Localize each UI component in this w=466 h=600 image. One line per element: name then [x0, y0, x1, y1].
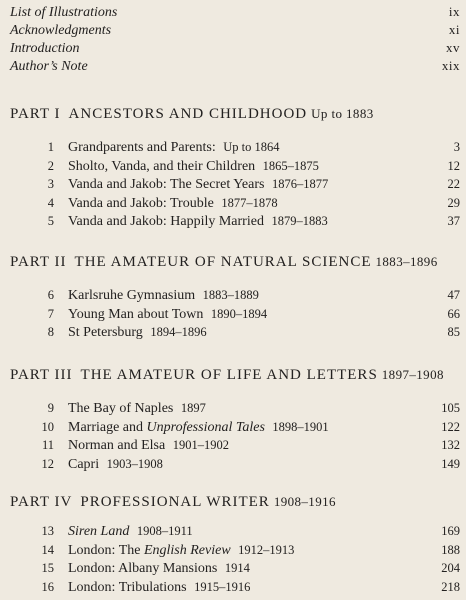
chapter-title-text: Capri	[68, 456, 103, 472]
chapter-title	[68, 561, 420, 577]
chapter-number: 4	[47, 195, 54, 210]
part-title: ANCESTORS AND CHILDHOOD	[68, 106, 308, 122]
chapter-dates: 1914	[224, 561, 250, 575]
chapter-title	[68, 159, 420, 175]
chapter-page: 218	[441, 579, 460, 594]
front-matter-page: xv	[446, 40, 460, 55]
part-label: PART III	[10, 367, 73, 383]
chapter-dates: 1877–1878	[221, 195, 278, 210]
front-matter-title: List of Illustrations	[10, 5, 118, 20]
chapter-page: 12	[447, 158, 460, 173]
chapter-title-text: Vanda and Jakob: Trouble	[68, 195, 218, 211]
chapter-entry[interactable]	[10, 580, 460, 599]
chapter-dates: 1890–1894	[210, 306, 268, 321]
chapter-entry[interactable]	[10, 325, 460, 344]
chapter-entry[interactable]	[10, 140, 460, 159]
chapter-dates: Up to 1864	[223, 140, 280, 154]
chapter-title	[68, 524, 420, 540]
chapter-page: 188	[441, 542, 460, 557]
part-label: PART II	[10, 254, 67, 270]
chapter-number: 6	[47, 288, 54, 302]
chapter-entry[interactable]	[10, 543, 460, 562]
chapter-title-italic: Unprofessional Tales	[146, 419, 265, 435]
part-title: THE AMATEUR OF NATURAL SCIENCE	[74, 254, 372, 270]
chapter-title	[68, 196, 420, 212]
chapter-title-text: Norman and Elsa	[68, 438, 169, 453]
chapter-dates: 1901–1902	[172, 438, 229, 452]
chapter-page: 3	[453, 140, 460, 154]
chapter-title	[68, 401, 420, 417]
chapter-title	[68, 214, 420, 230]
chapter-dates: 1908–1911	[136, 524, 193, 538]
chapter-title-italic: English Review	[143, 542, 231, 558]
chapter-title-text: London: The	[68, 542, 144, 558]
front-matter-title: Introduction	[10, 41, 80, 56]
chapter-title-text: Sholto, Vanda, and their Children	[68, 158, 259, 174]
chapter-page: 37	[447, 214, 460, 228]
chapter-number: 13	[41, 524, 54, 538]
chapter-list	[10, 140, 460, 233]
part-dates: 1883–1896	[375, 254, 438, 269]
chapter-dates: 1897	[180, 401, 206, 415]
front-matter-list	[10, 4, 460, 76]
part-dates: 1908–1916	[273, 494, 336, 509]
chapter-list	[10, 288, 460, 344]
chapter-entry[interactable]	[10, 420, 460, 439]
chapter-page: 22	[447, 177, 460, 191]
chapter-page: 169	[441, 524, 460, 538]
chapter-entry[interactable]	[10, 561, 460, 580]
front-matter-page: xi	[448, 22, 460, 37]
chapter-title-text: Young Man about Town	[68, 306, 207, 322]
part-label: PART I	[10, 106, 61, 122]
part-section	[10, 106, 460, 233]
part-heading	[10, 367, 460, 389]
part-title: THE AMATEUR OF LIFE AND LETTERS	[80, 367, 378, 383]
chapter-entry[interactable]	[10, 177, 460, 196]
chapter-page: 122	[441, 419, 460, 434]
chapter-title	[68, 457, 420, 473]
chapter-number: 12	[41, 456, 54, 471]
chapter-entry[interactable]	[10, 401, 460, 420]
chapter-page: 85	[447, 325, 460, 339]
chapter-dates: 1898–1901	[272, 419, 329, 434]
chapter-page: 204	[441, 561, 460, 575]
chapter-number: 15	[41, 561, 54, 575]
part-section	[10, 494, 460, 598]
part-section	[10, 254, 460, 344]
chapter-number: 5	[47, 214, 54, 228]
chapter-title-text: St Petersburg	[68, 325, 147, 340]
part-title: PROFESSIONAL WRITER	[80, 494, 270, 510]
front-matter-title: Author’s Note	[10, 59, 88, 74]
front-matter-entry[interactable]	[10, 40, 460, 58]
chapter-entry[interactable]	[10, 196, 460, 215]
front-matter-page: ix	[448, 4, 460, 19]
chapter-dates: 1903–1908	[106, 456, 163, 471]
chapter-number: 14	[41, 542, 54, 557]
chapter-dates: 1879–1883	[271, 214, 328, 228]
chapter-number: 1	[47, 140, 54, 154]
chapter-page: 29	[447, 195, 460, 210]
chapter-number: 11	[41, 438, 54, 452]
chapter-title-text: Grandparents and Parents:	[68, 140, 220, 155]
chapter-entry[interactable]	[10, 159, 460, 178]
chapter-entry[interactable]	[10, 307, 460, 326]
chapter-page: 47	[447, 288, 460, 302]
chapter-title-text: The Bay of Naples	[68, 401, 177, 416]
chapter-page: 66	[447, 306, 460, 321]
chapter-number: 10	[41, 419, 54, 434]
front-matter-title: Acknowledgments	[10, 23, 112, 38]
chapter-dates: 1912–1913	[238, 542, 295, 557]
chapter-entry[interactable]	[10, 288, 460, 307]
front-matter-entry[interactable]	[10, 22, 460, 40]
chapter-title	[68, 543, 420, 559]
part-heading	[10, 254, 460, 276]
part-heading	[10, 494, 460, 516]
chapter-list	[10, 401, 460, 475]
chapter-number: 7	[47, 306, 54, 321]
chapter-entry[interactable]	[10, 457, 460, 476]
chapter-title-text: Marriage and	[68, 419, 147, 435]
chapter-title	[68, 420, 420, 436]
part-heading	[10, 106, 460, 128]
front-matter-entry[interactable]	[10, 58, 460, 76]
chapter-page: 132	[441, 438, 460, 452]
chapter-list	[10, 524, 460, 598]
chapter-title-italic: Siren Land	[68, 524, 130, 539]
chapter-dates: 1876–1877	[271, 177, 329, 191]
chapter-title-text: Vanda and Jakob: The Secret Years	[68, 177, 268, 192]
chapter-dates: 1865–1875	[262, 158, 319, 173]
chapter-title-tail	[265, 420, 269, 435]
chapter-page: 105	[441, 401, 460, 415]
chapter-title	[68, 140, 420, 156]
chapter-page: 149	[441, 456, 460, 471]
chapter-number: 2	[47, 158, 54, 173]
chapter-title-text: Vanda and Jakob: Happily Married	[68, 214, 268, 229]
chapter-entry[interactable]	[10, 524, 460, 543]
part-section	[10, 367, 460, 475]
chapter-title	[68, 288, 420, 304]
chapter-title-text: London: Albany Mansions	[68, 561, 221, 576]
chapter-dates: 1894–1896	[150, 325, 207, 339]
chapter-title-text: Karlsruhe Gymnasium	[68, 288, 199, 303]
front-matter-page: xix	[441, 58, 460, 73]
part-dates: 1897–1908	[381, 367, 444, 382]
chapter-number: 8	[47, 325, 54, 339]
front-matter-entry[interactable]	[10, 4, 460, 22]
part-dates: Up to 1883	[311, 106, 374, 121]
chapter-title-tail	[129, 524, 133, 539]
chapter-title-tail	[231, 543, 235, 558]
chapter-title	[68, 438, 420, 454]
chapter-title	[68, 580, 420, 596]
part-label: PART IV	[10, 494, 73, 510]
chapter-number: 3	[47, 177, 54, 191]
chapter-dates: 1883–1889	[202, 288, 259, 302]
chapter-entry[interactable]	[10, 214, 460, 233]
chapter-dates: 1915–1916	[194, 579, 251, 594]
chapter-entry[interactable]	[10, 438, 460, 457]
chapter-title	[68, 325, 420, 341]
chapter-number: 16	[41, 579, 54, 594]
chapter-number: 9	[47, 401, 54, 415]
chapter-title	[68, 177, 420, 193]
chapter-title	[68, 307, 420, 323]
chapter-title-text: London: Tribulations	[68, 579, 191, 595]
